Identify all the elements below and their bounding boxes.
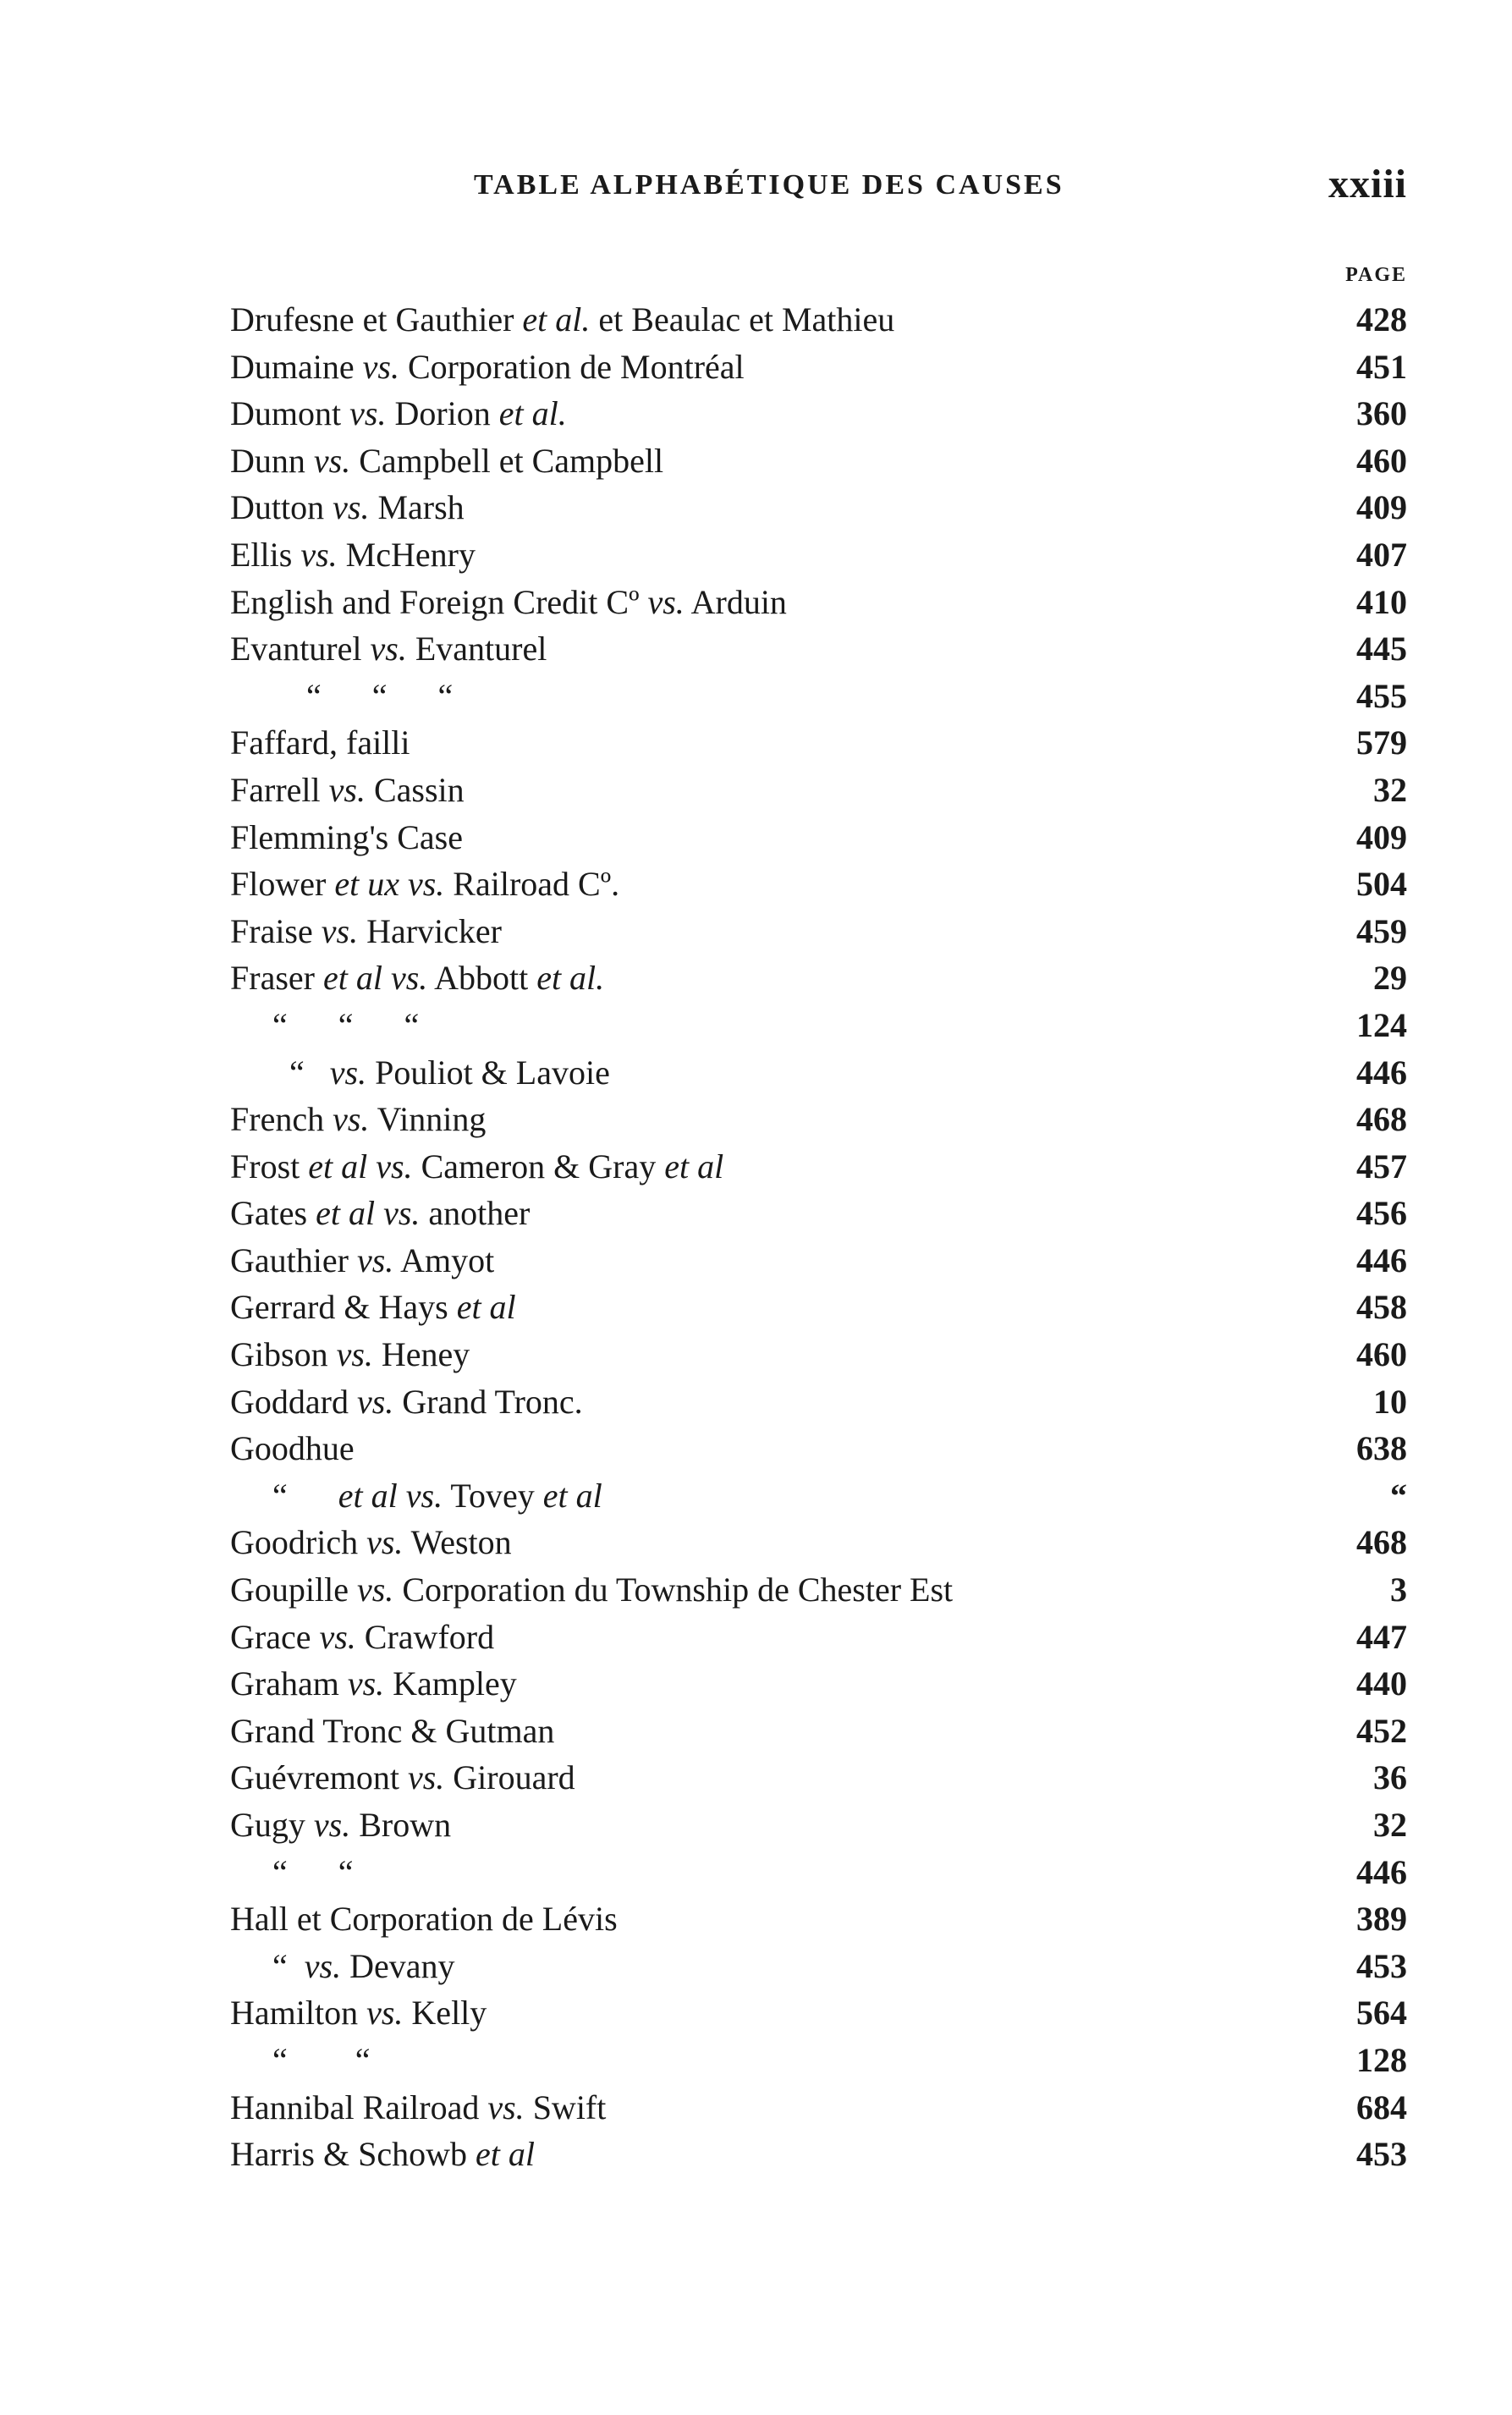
index-entry [230, 1754, 1407, 1802]
index-entry [230, 1708, 1407, 1755]
page-ref: 409 [1356, 817, 1407, 856]
index-entry [230, 954, 1407, 1002]
page-ref: 504 [1356, 865, 1407, 904]
page-column-heading: PAGE [1345, 264, 1407, 286]
index-entry [230, 1943, 1407, 1990]
index-entry [230, 2037, 1407, 2084]
page-ref: 458 [1356, 1288, 1407, 1327]
case-name: Hamilton vs. Kelly [230, 1994, 487, 2033]
index-entry [230, 908, 1407, 955]
case-name: Goupille vs. Corporation du Township de Chester Est [230, 1571, 954, 1609]
index-entry [230, 296, 1407, 344]
index-entry [230, 1472, 1407, 1520]
index-entry [230, 1378, 1407, 1426]
page-ref: 460 [1356, 1335, 1407, 1374]
index-entry [230, 861, 1407, 908]
case-name: Gugy vs. Brown [230, 1806, 452, 1844]
page-ref: 407 [1356, 535, 1407, 574]
case-name: Gibson vs. Heney [230, 1335, 470, 1374]
page-ref: 468 [1356, 1100, 1407, 1139]
index-entry [230, 1566, 1407, 1614]
index-entry [230, 344, 1407, 391]
case-name: Flower et ux vs. Railroad Cº. [230, 865, 620, 904]
case-name: Goodhue [230, 1429, 355, 1468]
case-name: Dumont vs. Dorion et al. [230, 394, 567, 433]
index-entry [230, 625, 1407, 673]
index-entries [230, 296, 1407, 2178]
page-ref: 579 [1356, 723, 1407, 762]
page-number: xxiii [1328, 162, 1407, 206]
case-name: Ellis vs. McHenry [230, 535, 476, 574]
page-ref: 446 [1356, 1852, 1407, 1891]
case-name: Grand Tronc & Gutman [230, 1711, 555, 1750]
case-name: Flemming's Case [230, 817, 463, 856]
case-name: Faffard, failli [230, 723, 410, 762]
case-name: “ et al vs. Tovey et al [272, 1476, 602, 1515]
case-name: “ vs. Devany [272, 1946, 455, 1985]
case-name: “ “ “ [306, 676, 454, 715]
page-ref: 451 [1356, 347, 1407, 386]
case-name: Frost et al vs. Cameron & Gray et al [230, 1147, 724, 1185]
page-ref: 32 [1373, 1806, 1407, 1844]
index-entry [230, 1989, 1407, 2037]
page-ref: 446 [1356, 1053, 1407, 1092]
page-ref: 446 [1356, 1241, 1407, 1279]
index-entry [230, 1802, 1407, 1849]
page-ref: 456 [1356, 1194, 1407, 1233]
index-entry [230, 673, 1407, 720]
case-name: Evanturel vs. Evanturel [230, 630, 547, 668]
index-entry [230, 1895, 1407, 1943]
page-ref: 457 [1356, 1147, 1407, 1185]
page-ref: 564 [1356, 1994, 1407, 2033]
index-entry [230, 1425, 1407, 1472]
page-ref: 460 [1356, 441, 1407, 480]
page-ref: 128 [1356, 2040, 1407, 2079]
page-ref: 468 [1356, 1523, 1407, 1562]
page-ref: 447 [1356, 1617, 1407, 1656]
page-ref: 452 [1356, 1711, 1407, 1750]
case-name: Goddard vs. Grand Tronc. [230, 1382, 583, 1421]
page-ref: 124 [1356, 1005, 1407, 1044]
case-name: Grace vs. Crawford [230, 1617, 495, 1656]
index-entry [230, 2131, 1407, 2178]
page-ref: 360 [1356, 394, 1407, 433]
index-entry [230, 1190, 1407, 1237]
page-ref: 440 [1356, 1664, 1407, 1703]
page-ref: 638 [1356, 1429, 1407, 1468]
case-name: Hall et Corporation de Lévis [230, 1900, 618, 1939]
case-name: Dumaine vs. Corporation de Montréal [230, 347, 745, 386]
page-ref: 684 [1356, 2088, 1407, 2126]
case-name: “ “ [272, 2040, 371, 2079]
index-entry [230, 484, 1407, 531]
page-ref: 3 [1390, 1571, 1407, 1609]
index-entry [230, 1849, 1407, 1896]
case-name: Guévremont vs. Girouard [230, 1758, 575, 1797]
index-entry [230, 767, 1407, 814]
page-ref: 453 [1356, 1946, 1407, 1985]
page-ref: 453 [1356, 2135, 1407, 2174]
case-name: “ vs. Pouliot & Lavoie [289, 1053, 610, 1092]
page-ref: 445 [1356, 630, 1407, 668]
index-entry [230, 390, 1407, 437]
index-entry [230, 1237, 1407, 1285]
index-entry [230, 1096, 1407, 1143]
page-ref: 29 [1373, 959, 1407, 998]
index-entry [230, 1049, 1407, 1097]
case-name: Graham vs. Kampley [230, 1664, 517, 1703]
case-name: Gates et al vs. another [230, 1194, 531, 1233]
case-name: Drufesne et Gauthier et al. et Beaulac et Mathieu [230, 300, 895, 338]
page-ref: 32 [1373, 770, 1407, 809]
page-ref: 410 [1356, 582, 1407, 621]
index-entry [230, 1519, 1407, 1566]
index-entry [230, 814, 1407, 861]
case-name: Fraser et al vs. Abbott et al. [230, 959, 605, 998]
case-name: Hannibal Railroad vs. Swift [230, 2088, 607, 2126]
case-name: Dutton vs. Marsh [230, 488, 465, 527]
index-entry [230, 579, 1407, 626]
running-title: TABLE ALPHABÉTIQUE DES CAUSES [474, 169, 1064, 201]
case-name: French vs. Vinning [230, 1100, 487, 1139]
index-entry [230, 1614, 1407, 1661]
index-entry [230, 1331, 1407, 1378]
index-entry [230, 437, 1407, 485]
case-name: Dunn vs. Campbell et Campbell [230, 441, 664, 480]
page-ref: 389 [1356, 1900, 1407, 1939]
page-ref: 36 [1373, 1758, 1407, 1797]
case-name: Harris & Schowb et al [230, 2135, 535, 2174]
index-entry [230, 1002, 1407, 1049]
page-header [230, 161, 1407, 220]
index-entry [230, 1284, 1407, 1331]
page-ref: 428 [1356, 300, 1407, 338]
case-name: English and Foreign Credit Cº vs. Arduin [230, 582, 787, 621]
case-name: “ “ [272, 1852, 354, 1891]
page-ref: 459 [1356, 911, 1407, 950]
index-entry [230, 1660, 1407, 1708]
page-ref: “ [1390, 1476, 1407, 1515]
index-entry [230, 719, 1407, 767]
page-ref: 409 [1356, 488, 1407, 527]
index-entry [230, 531, 1407, 579]
index-entry [230, 1143, 1407, 1191]
page-ref: 10 [1373, 1382, 1407, 1421]
index-entry [230, 2084, 1407, 2132]
case-name: Gauthier vs. Amyot [230, 1241, 495, 1279]
case-name: Fraise vs. Harvicker [230, 911, 502, 950]
page-ref: 455 [1356, 676, 1407, 715]
case-name: Farrell vs. Cassin [230, 770, 465, 809]
case-name: Goodrich vs. Weston [230, 1523, 512, 1562]
case-name: “ “ “ [272, 1005, 420, 1044]
case-name: Gerrard & Hays et al [230, 1288, 516, 1327]
